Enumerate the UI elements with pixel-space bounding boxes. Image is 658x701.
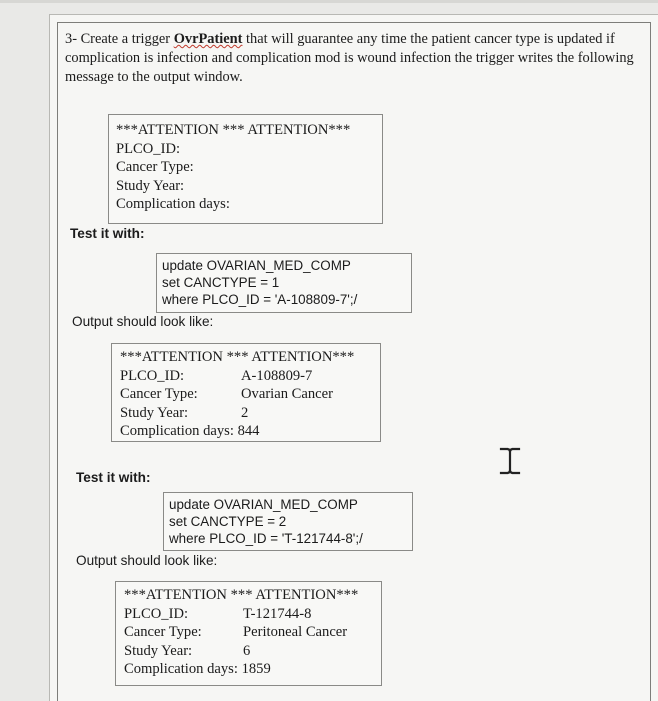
test1-label: Test it with: bbox=[70, 226, 145, 241]
test2-code-line: update OVARIAN_MED_COMP bbox=[169, 497, 358, 512]
message-template-box bbox=[108, 114, 383, 224]
test1-code-line: where PLCO_ID = 'A-108809-7';/ bbox=[162, 292, 358, 307]
template-line-plco: PLCO_ID: bbox=[116, 140, 181, 157]
template-line-complication-days: Complication days: bbox=[116, 196, 230, 212]
test2-output-value-plco: T-121744-8 bbox=[243, 605, 312, 622]
test1-code-line: update OVARIAN_MED_COMP bbox=[162, 258, 351, 273]
test2-output-value-cancer-type: Peritoneal Cancer bbox=[243, 624, 348, 640]
test1-output-label-plco: PLCO_ID: bbox=[120, 367, 185, 384]
test2-output-value-study-year: 6 bbox=[243, 642, 251, 659]
test1-code-line: set CANCTYPE = 1 bbox=[162, 275, 280, 290]
test2-code-line: where PLCO_ID = 'T-121744-8';/ bbox=[169, 531, 363, 546]
text-cursor-icon bbox=[499, 447, 521, 475]
test2-code-line: set CANCTYPE = 2 bbox=[169, 514, 287, 529]
test2-output-value-complication-days: 1859 bbox=[241, 661, 271, 677]
template-line-cancer-type: Cancer Type: bbox=[116, 159, 194, 175]
top-edge bbox=[0, 0, 658, 3]
test2-output-label-complication-days: Complication days: bbox=[124, 661, 238, 677]
test2-output-header: ***ATTENTION *** ATTENTION*** bbox=[124, 587, 359, 603]
test1-output-value-study-year: 2 bbox=[241, 404, 249, 421]
question-suffix: that will guarantee any time the patient cancer type is updated if complication is infection and complication mod is wound infection the trigger writes the following message to the output window. bbox=[65, 31, 634, 85]
test1-output-header: ***ATTENTION *** ATTENTION*** bbox=[120, 349, 355, 365]
question-text bbox=[65, 30, 643, 87]
trigger-name: OvrPatient bbox=[173, 31, 243, 47]
test2-code-box bbox=[163, 492, 413, 551]
test2-output-label-cancer-type: Cancer Type: bbox=[124, 624, 202, 640]
test1-code-box bbox=[156, 253, 412, 313]
test1-output-value-complication-days: 844 bbox=[237, 423, 260, 439]
test2-output-label-study-year: Study Year: bbox=[124, 642, 193, 659]
test2-output-box bbox=[115, 581, 382, 686]
question-prefix: 3- Create a trigger bbox=[65, 31, 174, 47]
template-line-study-year: Study Year: bbox=[116, 177, 185, 194]
test1-output-value-plco: A-108809-7 bbox=[241, 367, 313, 384]
test2-label: Test it with: bbox=[76, 470, 151, 485]
template-header: ***ATTENTION *** ATTENTION*** bbox=[116, 122, 351, 138]
test1-output-label-cancer-type: Cancer Type: bbox=[120, 386, 198, 402]
test1-output-box bbox=[111, 343, 381, 442]
test1-output-label-study-year: Study Year: bbox=[120, 404, 189, 421]
test1-output-label-complication-days: Complication days: bbox=[120, 423, 234, 439]
test2-output-label: Output should look like: bbox=[76, 553, 218, 568]
test1-output-label: Output should look like: bbox=[72, 314, 214, 329]
test2-output-label-plco: PLCO_ID: bbox=[124, 605, 189, 622]
test1-output-value-cancer-type: Ovarian Cancer bbox=[241, 386, 333, 402]
